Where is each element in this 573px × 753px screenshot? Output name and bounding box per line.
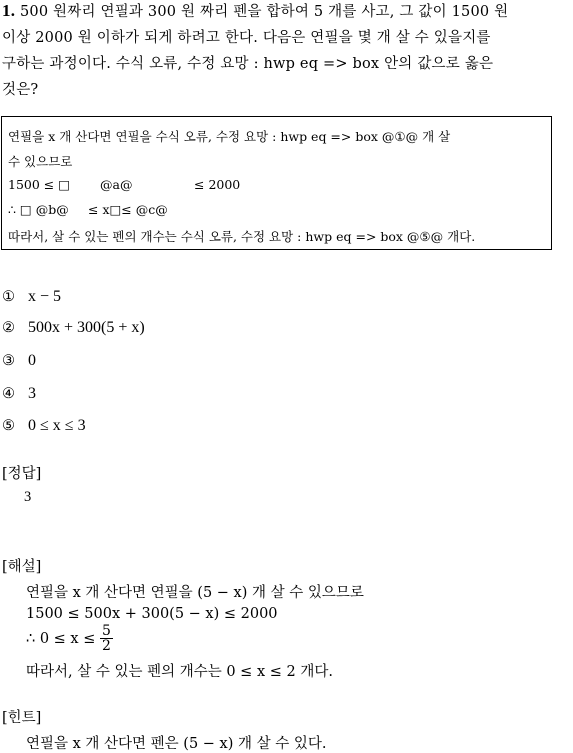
option-2-mark: ② <box>2 320 15 336</box>
box-line-1: 연필을 x 개 산다면 연필을 수식 오류, 수정 요망 : hwp eq => box @①@ 개 살 <box>8 129 451 144</box>
question-text-1: 500 원짜리 연필과 300 원 짜리 펜을 합하여 5 개를 사고, 그 값이 1500 원 <box>19 4 509 20</box>
option-5-text: 0 ≤ x ≤ 3 <box>28 417 86 434</box>
explanation-line-3-prefix: ∴ 0 ≤ x ≤ <box>26 630 96 647</box>
option-1[interactable] <box>2 288 61 306</box>
question-text-4: 것은? <box>2 82 39 98</box>
question-line-1 <box>2 0 508 21</box>
fraction <box>100 624 113 653</box>
option-3-mark: ③ <box>2 353 15 369</box>
box-line-3b: @a@ <box>100 177 133 192</box>
explanation-line-1: 연필을 x 개 산다면 연필을 (5 − x) 개 살 수 있으므로 <box>26 585 364 601</box>
option-1-mark: ① <box>2 289 15 305</box>
option-4-text: 3 <box>28 385 36 402</box>
box-line-4b: ≤ x□≤ @c@ <box>88 202 168 217</box>
option-4-mark: ④ <box>2 386 15 402</box>
answer-value: 3 <box>24 489 32 505</box>
option-3-text: 0 <box>28 352 36 369</box>
option-1-text: x − 5 <box>28 288 62 305</box>
fraction-denominator: 2 <box>101 638 111 654</box>
process-box <box>1 116 552 250</box>
option-2-text: 500x + 300(5 + x) <box>28 319 145 336</box>
question-number: 1. <box>2 1 16 20</box>
option-5[interactable] <box>2 417 86 435</box>
box-line-5: 따라서, 살 수 있는 펜의 개수는 수식 오류, 수정 요망 : hwp eq => box @⑤@ 개다. <box>8 229 476 244</box>
hint-heading: [힌트] <box>2 710 42 726</box>
question-text-3: 구하는 과정이다. 수식 오류, 수정 요망 : hwp eq => box 안의 값으로 옳은 <box>2 56 494 72</box>
box-line-4a: ∴ □ @b@ <box>8 202 69 217</box>
fraction-numerator: 5 <box>101 623 111 639</box>
option-2[interactable] <box>2 319 145 337</box>
box-line-3a: 1500 ≤ □ <box>8 177 71 192</box>
explanation-heading: [해설] <box>2 559 42 575</box>
explanation-line-3 <box>26 624 113 653</box>
explanation-line-2: 1500 ≤ 500x + 300(5 − x) ≤ 2000 <box>26 606 278 622</box>
box-line-3c: ≤ 2000 <box>194 177 241 192</box>
hint-line-1: 연필을 x 개 산다면 펜은 (5 − x) 개 살 수 있다. <box>26 736 327 752</box>
box-line-2: 수 있으므로 <box>8 154 73 169</box>
answer-heading: [정답] <box>2 466 42 482</box>
explanation-line-4: 따라서, 살 수 있는 펜의 개수는 0 ≤ x ≤ 2 개다. <box>26 664 333 680</box>
option-5-mark: ⑤ <box>2 418 15 434</box>
option-4[interactable] <box>2 385 36 403</box>
question-text-2: 이상 2000 원 이하가 되게 하려고 한다. 다음은 연필을 몇 개 살 수 있을지를 <box>2 30 491 46</box>
option-3[interactable] <box>2 352 36 370</box>
